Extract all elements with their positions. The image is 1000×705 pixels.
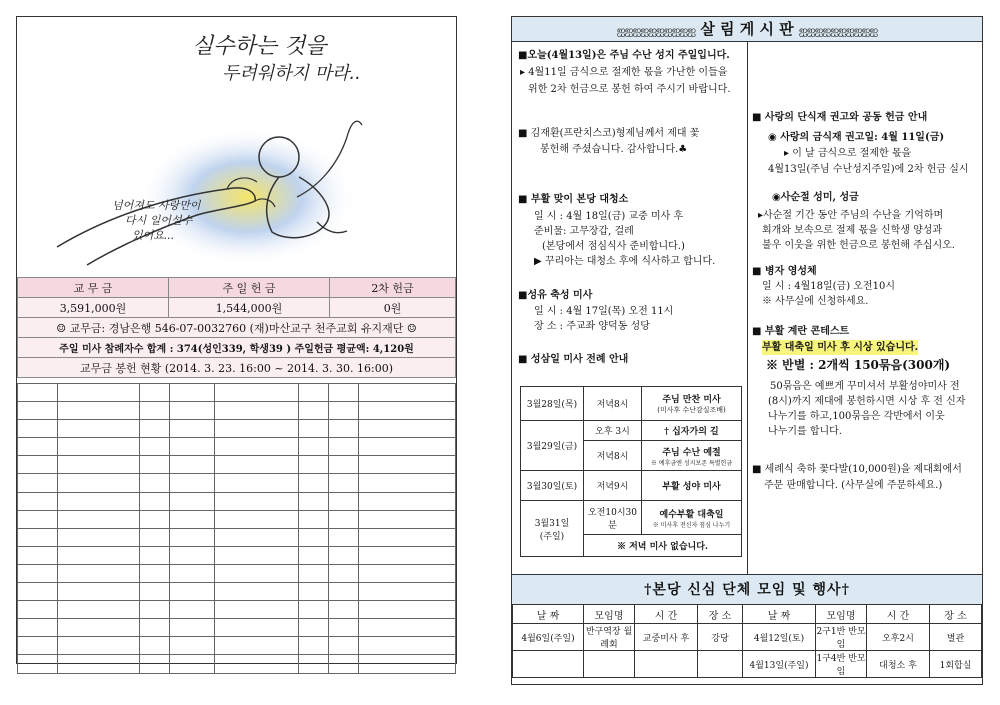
ledger-cell — [57, 655, 139, 673]
finance-summary — [17, 277, 456, 378]
ledger-cell — [329, 438, 359, 456]
ledger-cell — [359, 384, 456, 402]
ledger-cell — [18, 619, 58, 637]
sched-time: 저녁8시 — [584, 387, 642, 421]
event-cell: 4월6일(주일) — [513, 624, 584, 651]
notice-baptism-order: 주문 판매합니다. (사무실에 주문하세요.) — [764, 480, 943, 491]
event-cell: 교중미사 후 — [635, 624, 698, 651]
notice-egg-award: 부활 대축일 미사 후 시상 있습니다. — [762, 342, 919, 353]
ledger-cell — [214, 601, 299, 619]
ledger-cell — [169, 546, 214, 564]
ledger-cell — [214, 474, 299, 492]
bulletin-header — [512, 17, 982, 42]
ledger-cell — [18, 474, 58, 492]
events-row — [513, 624, 982, 651]
event-cell: 오후2시 — [867, 624, 930, 651]
bulletin-column-left — [512, 42, 748, 574]
ledger-cell — [139, 402, 169, 420]
ledger-cell — [329, 546, 359, 564]
ledger-row — [18, 384, 456, 402]
notice-lent-rice: ◉사순절 성미, 성금 — [772, 192, 859, 203]
calligraphy-artwork — [17, 17, 456, 277]
notice-egg-detail3: 나누기를 하고,100묶음은 각반에서 이웃 — [768, 411, 945, 422]
ledger-cell — [18, 564, 58, 582]
ledger-cell — [299, 384, 329, 402]
ledger-cell — [299, 510, 329, 528]
ledger-cell — [299, 528, 329, 546]
ledger-cell — [214, 564, 299, 582]
ledger-cell — [57, 528, 139, 546]
notice-egg-contest: ■ 부활 계란 콘테스트 — [752, 326, 850, 337]
ledger-cell — [329, 619, 359, 637]
ledger-cell — [139, 619, 169, 637]
ledger-cell — [139, 456, 169, 474]
ledger-cell — [214, 546, 299, 564]
event-cell: 4월12일(토) — [743, 624, 816, 651]
ledger-cell — [214, 492, 299, 510]
events-header-row — [513, 605, 982, 624]
ledger-cell — [57, 402, 139, 420]
ledger-cell — [214, 583, 299, 601]
dues-ledger-grid — [17, 383, 456, 674]
ledger-cell — [359, 637, 456, 655]
right-panel — [511, 16, 983, 685]
sched-date: 3월28일(목) — [521, 387, 584, 421]
finance-value-dues: 3,591,000원 — [18, 298, 169, 318]
notice-cleaning-items: 준비물: 고무장갑, 걸레 — [534, 226, 634, 237]
ledger-cell — [214, 420, 299, 438]
ledger-cell — [359, 528, 456, 546]
ledger-cell — [329, 402, 359, 420]
ledger-cell — [169, 637, 214, 655]
finance-header-second: 2차 헌금 — [330, 278, 456, 298]
ledger-cell — [329, 492, 359, 510]
ledger-row — [18, 510, 456, 528]
ledger-cell — [57, 619, 139, 637]
ledger-cell — [329, 420, 359, 438]
ledger-row — [18, 655, 456, 673]
ledger-row — [18, 528, 456, 546]
ledger-cell — [329, 637, 359, 655]
ornament-right: ஐஐஐஐஐஐஐஐஐஐ — [798, 24, 878, 37]
calligraphy-note2: 다시 일어설수 — [125, 214, 193, 227]
ledger-cell — [359, 655, 456, 673]
ledger-cell — [139, 637, 169, 655]
notice-palm-sunday: ■오늘(4월13일)은 주님 수난 성지 주일입니다. — [518, 50, 730, 61]
events-title: †본당 신심 단체 모임 및 행사† — [512, 574, 982, 605]
ledger-cell — [214, 384, 299, 402]
sched-time: 저녁8시 — [584, 441, 642, 471]
event-cell — [635, 651, 698, 678]
notice-chrism-mass: ■성유 축성 미사 — [518, 290, 593, 301]
ledger-cell — [359, 510, 456, 528]
ledger-row — [18, 546, 456, 564]
ledger-cell — [299, 438, 329, 456]
ledger-cell — [139, 583, 169, 601]
ledger-cell — [214, 456, 299, 474]
ledger-cell — [18, 384, 58, 402]
ledger-cell — [18, 528, 58, 546]
ledger-cell — [18, 420, 58, 438]
ledger-cell — [139, 510, 169, 528]
ledger-cell — [299, 564, 329, 582]
notice-chrism-place: 장 소 : 주교좌 양덕동 성당 — [534, 321, 650, 332]
events-header-place: 장 소 — [698, 605, 743, 624]
notice-fasting-day: ◉ 사랑의 금식재 권고일: 4월 11일(금) — [768, 132, 945, 143]
notice-egg-detail1: 50묶음은 예쁘게 꾸미셔서 부활성야미사 전 — [770, 381, 960, 392]
events-header-meeting: 모임명 — [584, 605, 635, 624]
notice-lent-detail3: 불우 이웃을 위한 헌금으로 봉헌해 주십시오. — [762, 240, 955, 251]
ledger-cell — [299, 474, 329, 492]
ledger-cell — [214, 637, 299, 655]
ledger-cell — [139, 528, 169, 546]
ledger-cell — [329, 564, 359, 582]
ledger-cell — [169, 619, 214, 637]
left-panel — [16, 16, 457, 664]
ledger-cell — [169, 601, 214, 619]
ledger-cell — [359, 492, 456, 510]
ledger-cell — [359, 438, 456, 456]
sched-event: 주님 만찬 미사 — [662, 395, 721, 405]
ledger-row — [18, 583, 456, 601]
ledger-cell — [214, 619, 299, 637]
finance-account: ☺ 교무금: 경남은행 546-07-0032760 (재)마산교구 천주교회 유지재단 ☺ — [18, 318, 456, 338]
calligraphy-line2: 두려워하지 마라.. — [222, 63, 361, 84]
ledger-cell — [139, 474, 169, 492]
ledger-cell — [299, 402, 329, 420]
event-cell: 4월13일(주일) — [743, 651, 816, 678]
sched-date: 3월30일(토) — [521, 471, 584, 501]
notice-triduum: ■ 성삼일 미사 전례 안내 — [518, 354, 629, 365]
bulletin-title: 살 림 게 시 판 — [700, 20, 794, 38]
event-cell: 대청소 후 — [867, 651, 930, 678]
finance-status: 교무금 봉헌 현황 (2014. 3. 23. 16:00 ~ 2014. 3. 30. 16:00) — [18, 358, 456, 378]
ledger-cell — [57, 637, 139, 655]
ledger-cell — [169, 528, 214, 546]
ledger-row — [18, 619, 456, 637]
finance-header-sunday: 주 일 헌 금 — [169, 278, 330, 298]
event-cell — [584, 651, 635, 678]
ledger-cell — [57, 420, 139, 438]
calligraphy-note3: 있어요... — [132, 229, 175, 242]
sched-sub: ※ 예후금엔 성지보존 특별헌금 — [650, 459, 733, 467]
notice-baptism-flowers: ■ 세례식 축하 꽃다발(10,000원)을 제대회에서 — [752, 464, 962, 475]
ledger-cell — [169, 583, 214, 601]
events-header-date: 날 짜 — [743, 605, 816, 624]
sched-sub: ※ 미사후 전신자 점심 나누기 — [652, 521, 731, 529]
events-table — [512, 604, 982, 678]
ledger-cell — [18, 456, 58, 474]
ledger-cell — [139, 564, 169, 582]
events-header-date: 날 짜 — [513, 605, 584, 624]
ledger-cell — [359, 619, 456, 637]
ledger-row — [18, 492, 456, 510]
sched-sub: (미사후 수난감실조배) — [657, 406, 726, 414]
ledger-cell — [139, 438, 169, 456]
sched-event: † 십자가의 길 — [642, 421, 742, 441]
ledger-cell — [359, 456, 456, 474]
ledger-cell — [359, 564, 456, 582]
ledger-cell — [139, 601, 169, 619]
notice-sick-apply: ※ 사무실에 신청하세요. — [762, 296, 869, 307]
ledger-cell — [18, 492, 58, 510]
ledger-cell — [169, 474, 214, 492]
notice-egg-detail4: 나누기를 합니다. — [768, 426, 842, 437]
ledger-cell — [18, 655, 58, 673]
calligraphy-line1: 실수하는 것을 — [192, 34, 327, 59]
ledger-cell — [214, 510, 299, 528]
ledger-cell — [214, 528, 299, 546]
sched-date: 3월31일 — [534, 518, 570, 529]
ledger-cell — [57, 456, 139, 474]
event-cell: 반구역장 월례회 — [584, 624, 635, 651]
ledger-cell — [214, 438, 299, 456]
ledger-cell — [57, 492, 139, 510]
ledger-cell — [139, 420, 169, 438]
ledger-cell — [359, 474, 456, 492]
ledger-cell — [214, 402, 299, 420]
ledger-cell — [299, 655, 329, 673]
ledger-cell — [57, 474, 139, 492]
ledger-cell — [359, 402, 456, 420]
notice-cleaning: ■ 부활 맞이 본당 대청소 — [518, 194, 629, 205]
events-header-time: 시 간 — [635, 605, 698, 624]
notice-lent-detail1: ▸사순절 기간 동안 주님의 수난을 기억하며 — [758, 210, 944, 221]
ledger-row — [18, 564, 456, 582]
bulletin-column-right — [748, 42, 982, 574]
notice-flower-donation: ■ 김재환(프란치스코)형제님께서 제대 꽃 — [518, 128, 700, 139]
events-row — [513, 651, 982, 678]
event-cell — [698, 651, 743, 678]
notice-fasting-collection: 4월13일(주님 수난성지주일)에 2차 헌금 실시 — [768, 164, 969, 175]
ledger-cell — [18, 510, 58, 528]
ledger-cell — [169, 456, 214, 474]
notice-sick-date: 일 시 : 4월18일(금) 오전10시 — [762, 281, 895, 292]
ledger-row — [18, 637, 456, 655]
sched-time: 오후 3시 — [584, 421, 642, 441]
notice-flower-thanks: 봉헌해 주셨습니다. 감사합니다.♣ — [540, 144, 688, 155]
ledger-cell — [329, 583, 359, 601]
ledger-cell — [299, 601, 329, 619]
ledger-cell — [18, 601, 58, 619]
ledger-cell — [57, 601, 139, 619]
ledger-cell — [18, 637, 58, 655]
ledger-cell — [18, 546, 58, 564]
finance-header-dues: 교 무 금 — [18, 278, 169, 298]
event-cell: 2구1반 반모임 — [816, 624, 867, 651]
notice-chrism-date: 일 시 : 4월 17일(목) 오전 11시 — [534, 306, 674, 317]
ledger-cell — [57, 583, 139, 601]
triduum-schedule — [520, 386, 742, 557]
events-header-place: 장 소 — [930, 605, 982, 624]
events-header-time: 시 간 — [867, 605, 930, 624]
ledger-cell — [299, 456, 329, 474]
ledger-cell — [299, 637, 329, 655]
sched-time: 오전10시30분 — [584, 501, 642, 535]
ledger-cell — [299, 420, 329, 438]
event-cell: 1구4반 반모임 — [816, 651, 867, 678]
ornament-left: ஐஐஐஐஐஐஐஐஐஐ — [616, 24, 696, 37]
ledger-cell — [299, 546, 329, 564]
notice-fasting: ■ 사랑의 단식재 권고와 공동 헌금 안내 — [752, 112, 928, 123]
ledger-cell — [299, 619, 329, 637]
event-cell: 별관 — [930, 624, 982, 651]
ledger-row — [18, 420, 456, 438]
ledger-cell — [359, 601, 456, 619]
ledger-row — [18, 438, 456, 456]
ledger-cell — [329, 655, 359, 673]
ledger-cell — [169, 438, 214, 456]
notice-egg-detail2: (8시)까지 제대에 봉헌하시면 시상 후 전 신자 — [768, 396, 966, 407]
event-cell: 강당 — [698, 624, 743, 651]
event-cell: 1회합실 — [930, 651, 982, 678]
ledger-cell — [57, 438, 139, 456]
sched-date: 3월29일(금) — [521, 421, 584, 471]
ledger-cell — [57, 510, 139, 528]
ledger-cell — [214, 655, 299, 673]
ledger-row — [18, 601, 456, 619]
sched-event: 부활 성야 미사 — [642, 471, 742, 501]
notice-cleaning-curia: ▶ 꾸리아는 대청소 후에 식사하고 합니다. — [534, 256, 716, 267]
ledger-cell — [57, 546, 139, 564]
ledger-cell — [329, 601, 359, 619]
ledger-cell — [18, 583, 58, 601]
ledger-cell — [359, 420, 456, 438]
ledger-cell — [169, 420, 214, 438]
ledger-cell — [299, 492, 329, 510]
ledger-cell — [57, 564, 139, 582]
sched-time: 저녁9시 — [584, 471, 642, 501]
calligraphy-note1: 넘어져도 사랑만이 — [112, 199, 201, 212]
ledger-cell — [329, 474, 359, 492]
ledger-cell — [139, 492, 169, 510]
ledger-cell — [139, 546, 169, 564]
sched-date2: (주일) — [539, 531, 565, 542]
ledger-row — [18, 456, 456, 474]
notice-fasting-detail: ▸ 이 날 금식으로 절제한 몫을 — [784, 148, 912, 159]
ledger-cell — [139, 384, 169, 402]
event-cell — [513, 651, 584, 678]
ledger-cell — [299, 583, 329, 601]
ledger-cell — [169, 402, 214, 420]
ledger-cell — [169, 510, 214, 528]
ledger-cell — [359, 583, 456, 601]
ledger-cell — [169, 655, 214, 673]
ledger-cell — [169, 384, 214, 402]
sched-event: 예수부활 대축일 — [659, 509, 724, 520]
ledger-cell — [329, 384, 359, 402]
ledger-cell — [57, 384, 139, 402]
notice-cleaning-date: 일 시 : 4월 18일(금) 교중 미사 후 — [534, 211, 684, 222]
ledger-cell — [329, 456, 359, 474]
events-header-meeting: 모임명 — [816, 605, 867, 624]
ledger-row — [18, 474, 456, 492]
ledger-cell — [169, 564, 214, 582]
ledger-cell — [18, 402, 58, 420]
finance-attendance: 주일 미사 참례자수 합계 : 374(성인339, 학생39 ) 주일헌금 평균액: 4,120원 — [18, 338, 456, 358]
notice-cleaning-lunch: (본당에서 점심식사 준비합니다.) — [542, 241, 685, 252]
notice-palm-sunday-detail2: 위한 2차 헌금으로 봉헌 하여 주시기 바랍니다. — [528, 84, 731, 95]
ledger-cell — [169, 492, 214, 510]
ledger-cell — [329, 510, 359, 528]
finance-value-sunday: 1,544,000원 — [169, 298, 330, 318]
ledger-cell — [18, 438, 58, 456]
ledger-cell — [359, 546, 456, 564]
sched-event: 주님 수난 예절 — [662, 447, 721, 458]
sched-no-evening-mass: ※ 저녁 미사 없습니다. — [584, 535, 742, 557]
ledger-cell — [139, 655, 169, 673]
ledger-cell — [329, 528, 359, 546]
notice-egg-quota: ※ 반별 : 2개씩 150묶음(300개) — [766, 358, 951, 372]
notice-sick-communion: ■ 병자 영성체 — [752, 266, 817, 277]
finance-value-second: 0원 — [330, 298, 456, 318]
notice-palm-sunday-detail1: ▸ 4월11일 금식으로 절제한 몫을 가난한 이들을 — [520, 67, 728, 78]
ledger-row — [18, 402, 456, 420]
notice-lent-detail2: 회개와 보속으로 절제 몫을 신학생 양성과 — [762, 225, 943, 236]
